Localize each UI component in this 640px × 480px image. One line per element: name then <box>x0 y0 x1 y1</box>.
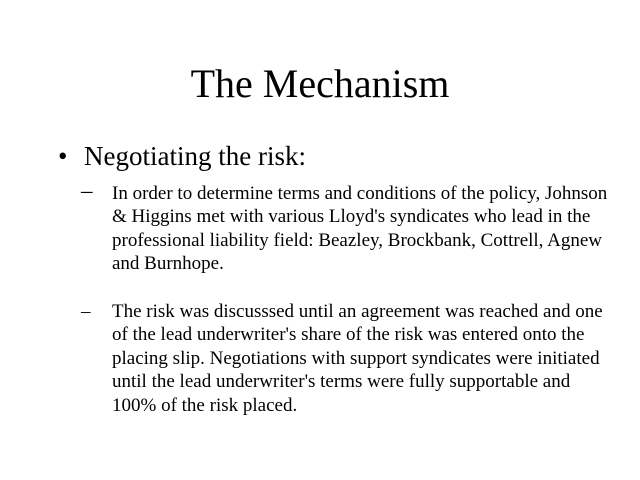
dash-marker: – <box>81 301 91 322</box>
bullet-text: Negotiating the risk: <box>84 141 306 171</box>
slide-title: The Mechanism <box>190 61 450 106</box>
sub-bullet-text: The risk was discusssed until an agreement was reached and one of the lead underwriter's share of the risk was entered onto the placing slip. Negotiations with support syndicates were initiated until the lead underwriter's terms were fully supportable and 100% of the risk placed. <box>112 301 603 416</box>
sub-bullet-item <box>81 178 612 300</box>
sub-bullet-item <box>81 300 612 417</box>
sub-bullet-text: In order to determine terms and conditions of the policy, Johnson & Higgins met with various Lloyd's syndicates who lead in the professional liability field: Beazley, Brockbank, Cottrell, Agnew and Burnhope. <box>112 183 608 275</box>
bullet-marker: • <box>58 141 68 171</box>
bullet-item-negotiating <box>58 140 306 172</box>
dash-marker: – <box>81 178 93 203</box>
sub-bullet-list <box>81 178 612 417</box>
